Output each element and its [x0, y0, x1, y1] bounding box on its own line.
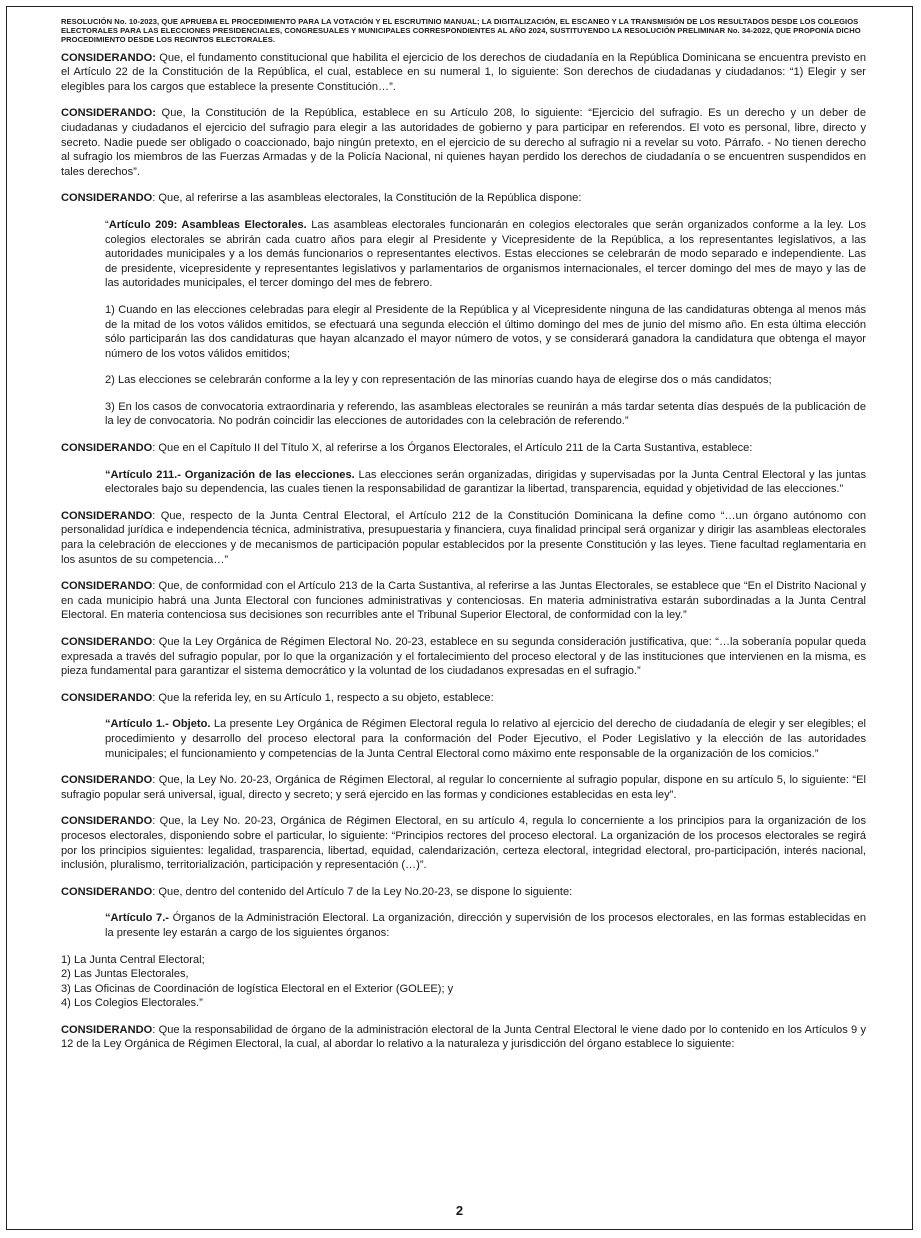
- list-item: 1) La Junta Central Electoral;: [61, 953, 205, 966]
- quote-open: “: [105, 218, 109, 231]
- paragraph-text: : Que, la Ley No. 20-23, Orgánica de Régimen Electoral, en su artículo 4, regula lo concerniente a los principios para la organización de los procesos electorales, disponiendo sobre el particular, lo siguiente: “Principios rectores del proceso electoral. La organización de los procesos electorales se regirá por los principios siguientes: legalidad, trasparencia, libertad, equidad, calendarización, certeza electoral, integridad electoral, pro-participación, interés nacional, inclusión, pluralismo, territorialización, participación y representación (…)”.: [61, 815, 866, 872]
- article-title: “Artículo 7.-: [105, 912, 169, 925]
- paragraph-lead: CONSIDERANDO: [61, 192, 153, 205]
- list-item: 4) Los Colegios Electorales.”: [61, 997, 203, 1010]
- paragraph-lead: CONSIDERANDO: [61, 815, 153, 828]
- paragraph: [61, 814, 866, 872]
- paragraph-lead: CONSIDERANDO: [61, 580, 153, 593]
- article-text: Las elecciones serán organizadas, dirigidas y supervisadas por la Junta Central Electoral y las juntas electorales bajo su dependencia, las cuales tienen la responsabilidad de garantizar la libertad, transparencia, equidad y objetividad de las elecciones.”: [105, 468, 866, 496]
- article-title: Artículo 209: Asambleas Electorales.: [108, 218, 307, 231]
- article-text: La presente Ley Orgánica de Régimen Electoral regula lo relativo al ejercicio del derecho de ciudadanía de elegir y ser elegibles; el procedimiento y desarrollo del proceso electoral para la conformación del Poder Ejecutivo, el Poder Legislativo y la elección de las autoridades municipales; el funcionamiento y competencias de la Junta Central Electoral como máximo ente responsable de la organización de los comicios.”: [105, 718, 866, 760]
- organs-list: [61, 953, 866, 1011]
- paragraph: [61, 635, 866, 679]
- resolution-header: RESOLUCIÓN No. 10-2023, QUE APRUEBA EL PROCEDIMIENTO PARA LA VOTACIÓN Y EL ESCRUTINIO MANUAL; LA DIGITALIZACIÓN, EL ESCANEO Y LA TRANSMISIÓN DE LOS RESULTADOS DESDE LOS COLEGIOS ELECTORALES PARA LAS ELECCIONES PRESIDENCIALES, CONGRESUALES Y MUNICIPALES CORRESPONDIENTES AL AÑO 2024, SUSTITUYENDO LA RESOLUCIÓN PRELIMINAR No. 34-2022, QUE PROPONÍA DICHO PROCEDIMIENTO DESDE LOS RECINTOS ELECTORALES.: [61, 17, 861, 45]
- paragraph-text: : Que, la Ley No. 20-23, Orgánica de Régimen Electoral, al regular lo concerniente al sufragio popular, dispone en su artículo 5, lo siguiente: “El sufragio popular será universal, igual, directo y secreto; y será ejercido en las formas y condiciones establecidas en esta ley”.: [61, 774, 866, 801]
- article-text: Órganos de la Administración Electoral. La organización, dirección y supervisión de los procesos electorales, en las formas establecidas en la presente ley estarán a cargo de los siguientes órganos:: [105, 912, 866, 939]
- paragraph-text: : Que en el Capítulo II del Título X, al referirse a los Órganos Electorales, el Artículo 211 de la Carta Sustantiva, establece:: [152, 442, 753, 455]
- quoted-article-item: [105, 400, 866, 429]
- paragraph-lead: CONSIDERANDO: [61, 442, 153, 455]
- list-item: 3) Las Oficinas de Coordinación de logística Electoral en el Exterior (GOLEE); y: [61, 982, 454, 995]
- paragraph: [61, 579, 866, 623]
- page-number: 2: [455, 1203, 464, 1218]
- paragraph-text: : Que la referida ley, en su Artículo 1, respecto a su objeto, establece:: [152, 691, 494, 704]
- paragraph-lead: CONSIDERANDO:: [61, 51, 156, 64]
- article-text: 3) En los casos de convocatoria extraordinaria y referendo, las asambleas electorales se reunirán a más tardar setenta días después de la publicación de la ley de convocatoria. No podrán coincidir las elecciones de autoridades con la celebración de referendo.”: [105, 400, 866, 428]
- quoted-article: [105, 911, 866, 940]
- list-item: 2) Las Juntas Electorales,: [61, 968, 189, 981]
- paragraph: [61, 51, 866, 95]
- paragraph-text: : Que, respecto de la Junta Central Electoral, el Artículo 212 de la Constitución Dominicana la define como “…un órgano autónomo con personalidad jurídica e independencia técnica, administrativa, presupuestaria y financiera, cuya finalidad principal será organizar y dirigir las asambleas electorales para la celebración de elecciones y de mecanismos de participación popular establecidos por la presente Constitución y las leyes. Tiene facultad reglamentaria en los asuntos de su competencia…”: [61, 509, 866, 566]
- article-title: “Artículo 1.- Objeto.: [105, 718, 211, 731]
- quoted-article-item: [105, 373, 866, 388]
- paragraph: [61, 441, 866, 456]
- paragraph-text: : Que la Ley Orgánica de Régimen Electoral No. 20-23, establece en su segunda consideración justificativa, que: “…la soberanía popular queda expresada a través del sufragio popular, por lo que la organización y el fortalecimiento del proceso electoral y de las instituciones que intervienen en la misma, es pieza fundamental para garantizar el sistema democrático y la voluntad de los ciudadanos expresadas en el sufragio.”: [61, 636, 866, 678]
- paragraph-lead: CONSIDERANDO: [61, 774, 153, 787]
- page-content: [61, 17, 866, 1064]
- document-page: [6, 6, 913, 1230]
- quoted-article: [105, 717, 866, 761]
- paragraph-text: : Que, al referirse a las asambleas electorales, la Constitución de la República dispone:: [152, 192, 582, 205]
- paragraph-text: : Que la responsabilidad de órgano de la administración electoral de la Junta Central Electoral le viene dado por lo contenido en los Artículos 9 y 12 de la Ley Orgánica de Régimen Electoral, la cual, al abordar lo relativo a la naturaleza y jurisdicción del órgano establece lo siguiente:: [61, 1023, 866, 1051]
- paragraph: [61, 885, 866, 900]
- paragraph-text: Que, la Constitución de la República, establece en su Artículo 208, lo siguiente: “Ejercicio del sufragio. Es un derecho y un deber de ciudadanas y ciudadanos el ejercicio del sufragio para elegir a las autoridades de gobierno y para participar en referendos. El voto es personal, libre, directo y secreto. Nadie puede ser obligado o coaccionado, bajo ningún pretexto, en el ejercicio de su derecho al sufragio ni a revelar su voto. Párrafo. - No tienen derecho al sufragio los miembros de las Fuerzas Armadas y de la Policía Nacional, ni quienes hayan perdido los derechos de ciudadanía o se encuentren suspendidos en tales derechos”.: [61, 107, 866, 178]
- paragraph: [61, 1023, 866, 1052]
- quoted-article-item: [105, 303, 866, 361]
- paragraph-text: Que, el fundamento constitucional que habilita el ejercicio de los derechos de ciudadanía en la República Dominicana se encuentra previsto en el Artículo 22 de la Constitución de la República, el cual, establece en su numeral 1, lo siguiente: Son derechos de ciudadanas y ciudadanos: “1) Elegir y ser elegibles para los cargos que establece la presente Constitución…”.: [61, 51, 866, 93]
- paragraph: [61, 773, 866, 802]
- paragraph-lead: CONSIDERANDO:: [61, 107, 156, 120]
- paragraph-lead: CONSIDERANDO: [61, 885, 153, 898]
- paragraph-lead: CONSIDERANDO: [61, 636, 153, 649]
- paragraph: [61, 509, 866, 567]
- paragraph-text: : Que, dentro del contenido del Artículo 7 de la Ley No.20-23, se dispone lo siguiente:: [152, 885, 573, 898]
- paragraph: [61, 691, 866, 706]
- paragraph-text: : Que, de conformidad con el Artículo 213 de la Carta Sustantiva, al referirse a las Juntas Electorales, se establece que “En el Distrito Nacional y en cada municipio habrá una Junta Electoral con funciones administrativas y contenciosas. En materia administrativa estarán subordinadas a la Junta Central Electoral. En materia contenciosa sus decisiones son recurribles ante el Tribunal Superior Electoral, de conformidad con la ley.”: [61, 580, 866, 622]
- paragraph: [61, 106, 866, 179]
- article-text: 2) Las elecciones se celebrarán conforme a la ley y con representación de las minorías cuando haya de elegirse dos o más candidatos;: [105, 374, 772, 387]
- article-title: “Artículo 211.- Organización de las elecciones.: [105, 468, 355, 481]
- paragraph-lead: CONSIDERANDO: [61, 1023, 153, 1036]
- paragraph-lead: CONSIDERANDO: [61, 691, 153, 704]
- article-text: Las asambleas electorales funcionarán en colegios electorales que serán organizados conforme a la ley. Los colegios electorales se abrirán cada cuatro años para elegir al Presidente y Vicepresidente de la República, a los representantes legislativos, a las autoridades municipales y a los demás funcionarios o representantes electivos. Estas elecciones se celebrarán de modo separado e independiente. Las de presidente, vicepresidente y representantes legislativos y parlamentarios de organismos internacionales, el tercer domingo del mes de mayo y las de las autoridades municipales, el tercer domingo del mes de febrero.: [105, 218, 866, 290]
- quoted-article: [105, 468, 866, 497]
- paragraph-lead: CONSIDERANDO: [61, 509, 153, 522]
- paragraph: [61, 191, 866, 206]
- quoted-article: [105, 218, 866, 291]
- article-text: 1) Cuando en las elecciones celebradas para elegir al Presidente de la República y al Vicepresidente ninguna de las candidaturas obtenga al menos más de la mitad de los votos válidos emitidos, se efectuará una segunda elección el último domingo del mes de junio del mismo año. En esta última elección sólo participarán las dos candidaturas que hayan alcanzado el mayor número de votos, y se considerará ganadora la candidatura que obtenga el mayor número de los votos válidos emitidos;: [105, 303, 866, 360]
- paragraphs: [61, 51, 866, 1052]
